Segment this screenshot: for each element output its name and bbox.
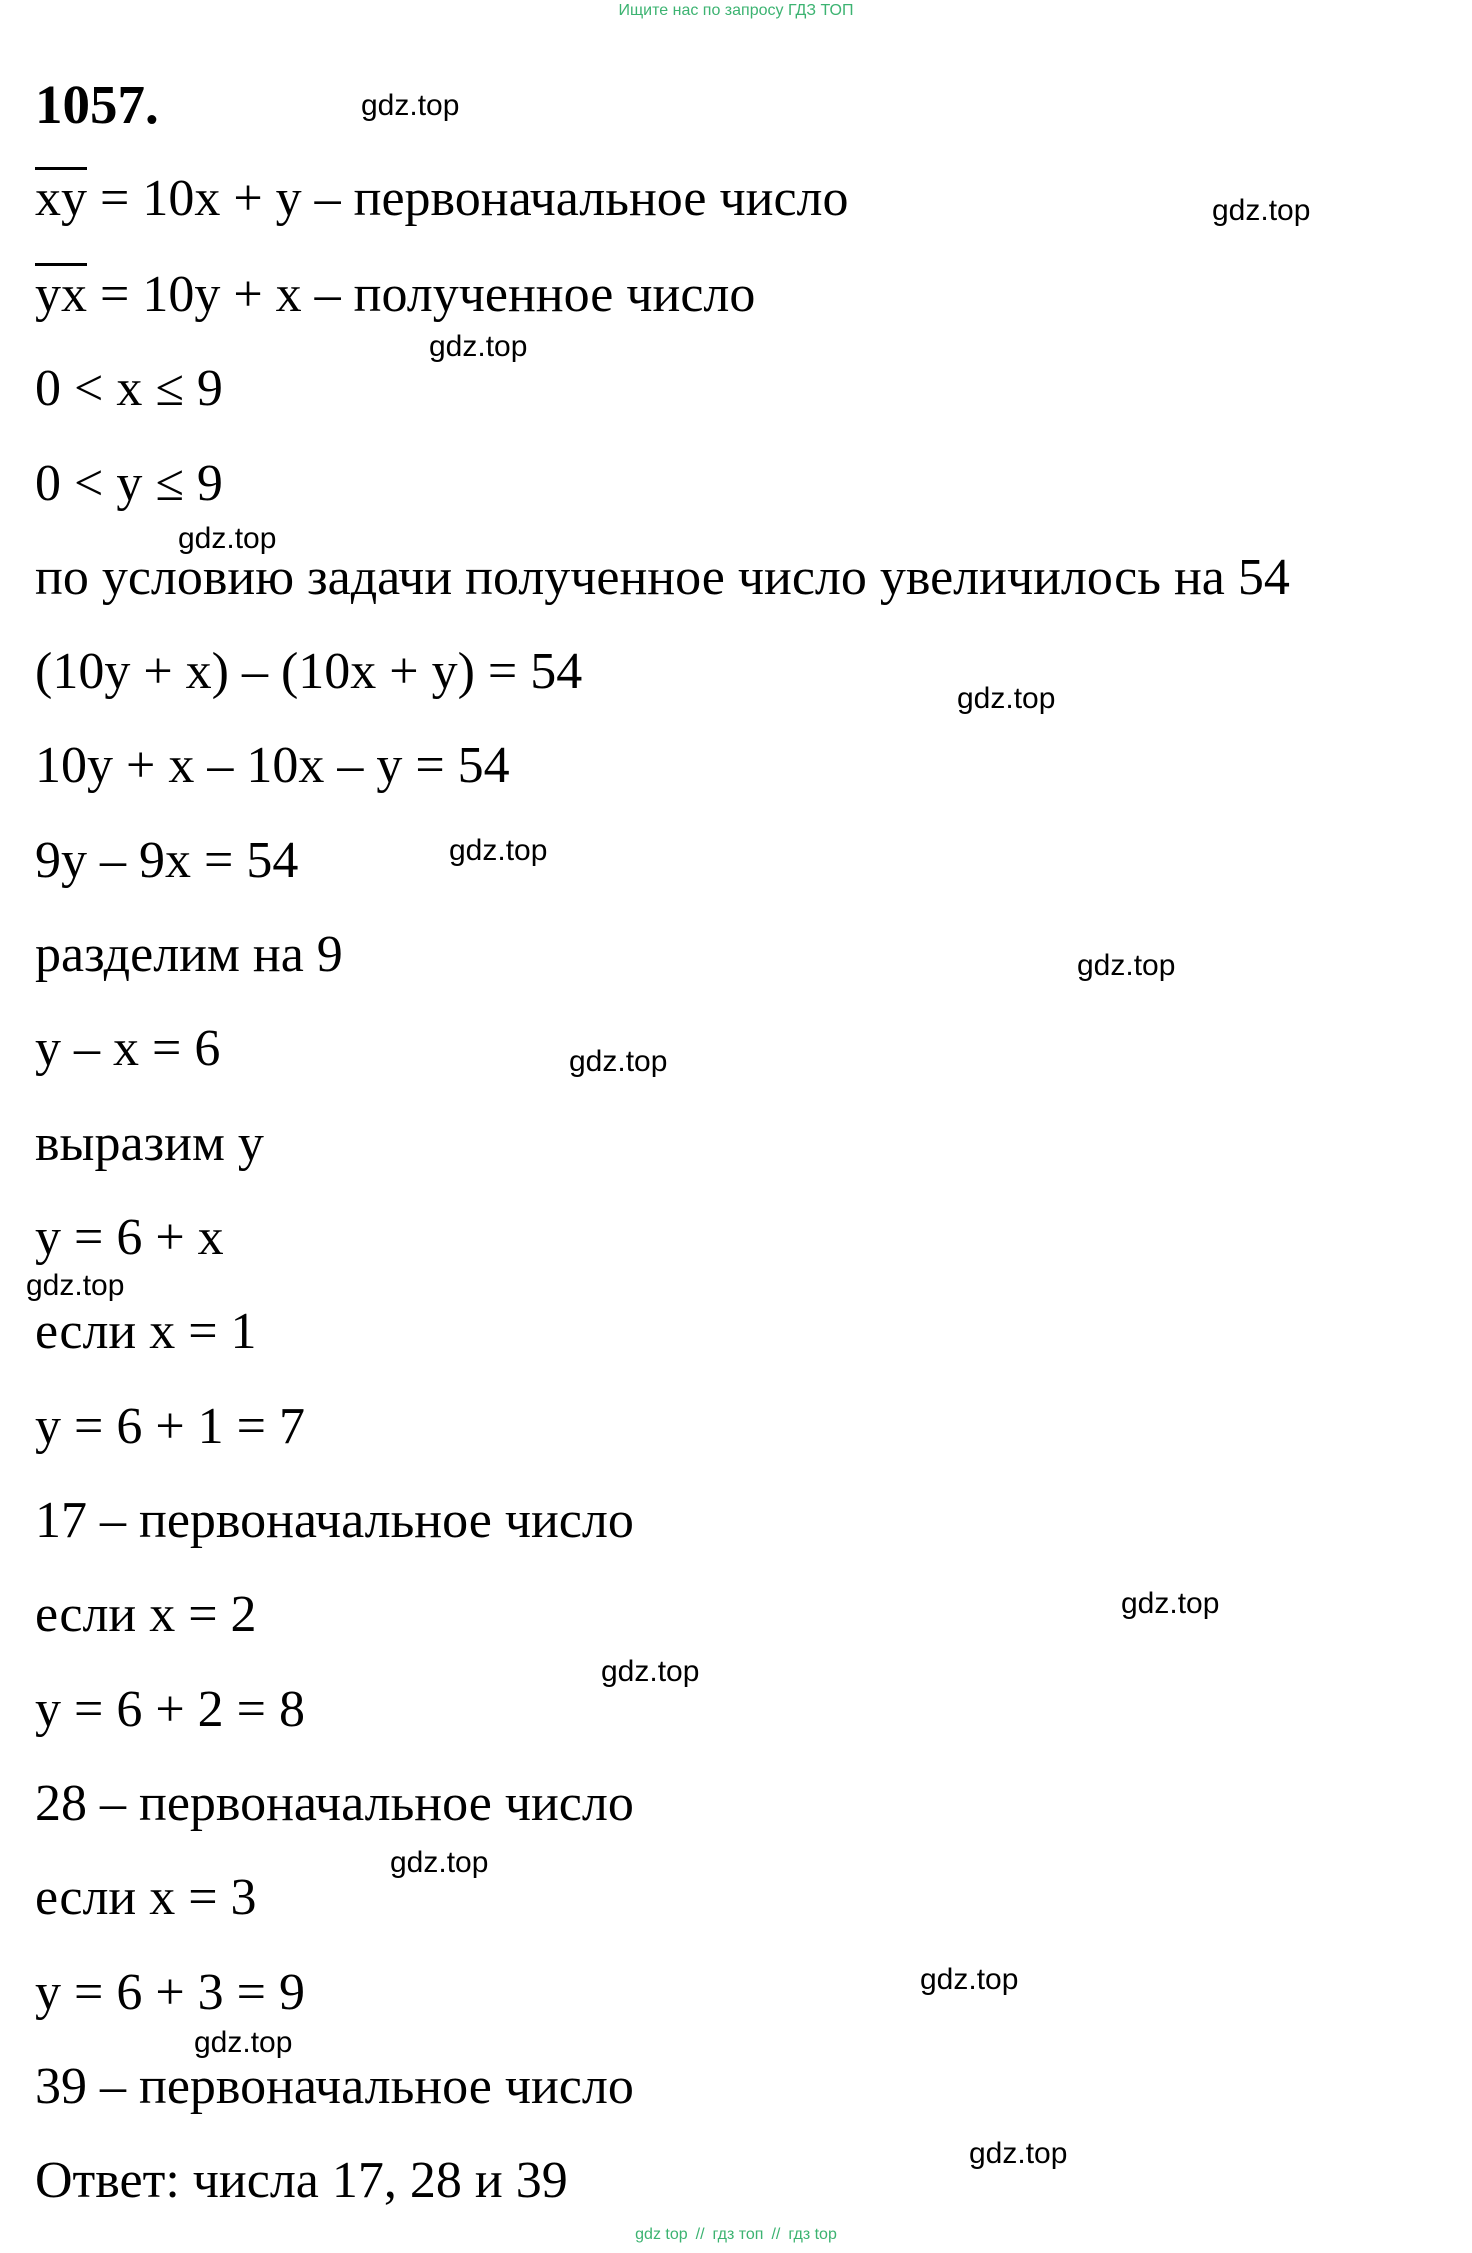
footer-links (0, 2224, 1472, 2246)
solution-line-x-range: 0 < x ≤ 9 (35, 360, 223, 417)
solution-line-case-x1: если x = 1 (35, 1303, 257, 1360)
footer-link-gdz-top-mixed[interactable]: гдз top (788, 2226, 837, 2243)
watermark: gdz.top (569, 1045, 668, 1078)
footer-separator: // (771, 2226, 781, 2243)
problem-number: 1057. (35, 74, 159, 135)
watermark: gdz.top (1121, 1587, 1220, 1620)
solution-line-result-39: 39 – первоначальное число (35, 2058, 634, 2115)
footer-separator: // (695, 2226, 705, 2243)
new-number-expression: = 10y + x – полученное число (87, 266, 756, 323)
solution-line-express-note: выразим y (35, 1115, 264, 1172)
watermark: gdz.top (1212, 194, 1311, 227)
watermark: gdz.top (429, 330, 528, 363)
footer-link-gdz-top-ru[interactable]: гдз топ (712, 2226, 764, 2243)
watermark: gdz.top (920, 1963, 1019, 1996)
footer-link-gdz-top[interactable]: gdz top (635, 2226, 688, 2243)
solution-line-result-17: 17 – первоначальное число (35, 1492, 634, 1549)
watermark: gdz.top (449, 834, 548, 867)
solution-line-y-value-3: y = 6 + 3 = 9 (35, 1964, 305, 2021)
solution-line-condition: по условию задачи полученное число увеличилось на 54 (35, 549, 1290, 606)
original-number-expression: = 10x + y – первоначальное число (87, 170, 849, 227)
watermark: gdz.top (26, 1269, 125, 1302)
watermark: gdz.top (969, 2137, 1068, 2170)
solution-line-y-value-1: y = 6 + 1 = 7 (35, 1398, 305, 1455)
solution-line-y-range: 0 < y ≤ 9 (35, 455, 223, 512)
header-search-link[interactable]: Ищите нас по запросу ГДЗ ТОП (618, 2, 854, 19)
watermark: gdz.top (601, 1655, 700, 1688)
watermark: gdz.top (361, 89, 460, 122)
solution-line-case-x2: если x = 2 (35, 1586, 257, 1643)
solution-line-original-number (35, 166, 849, 232)
solution-line-new-number (35, 262, 755, 328)
solution-line-y-expression: y = 6 + x (35, 1209, 224, 1266)
solution-line-y-value-2: y = 6 + 2 = 8 (35, 1681, 305, 1738)
solution-line-difference: y – x = 6 (35, 1020, 221, 1077)
solution-line-divide-note: разделим на 9 (35, 926, 343, 983)
two-digit-var-xy: $\overline{xy}$ (35, 170, 87, 227)
watermark: gdz.top (194, 2026, 293, 2059)
watermark: gdz.top (957, 682, 1056, 715)
solution-line-equation: (10y + x) – (10x + y) = 54 (35, 643, 583, 700)
answer-line: Ответ: числа 17, 28 и 39 (35, 2152, 568, 2209)
watermark: gdz.top (390, 1846, 489, 1879)
solution-line-expanded: 10y + x – 10x – y = 54 (35, 737, 510, 794)
solution-line-result-28: 28 – первоначальное число (35, 1775, 634, 1832)
two-digit-var-yx: $\overline{yx}$ (35, 266, 87, 323)
solution-line-case-x3: если x = 3 (35, 1869, 257, 1926)
solution-line-simplified: 9y – 9x = 54 (35, 832, 299, 889)
watermark: gdz.top (178, 522, 277, 555)
watermark: gdz.top (1077, 949, 1176, 982)
